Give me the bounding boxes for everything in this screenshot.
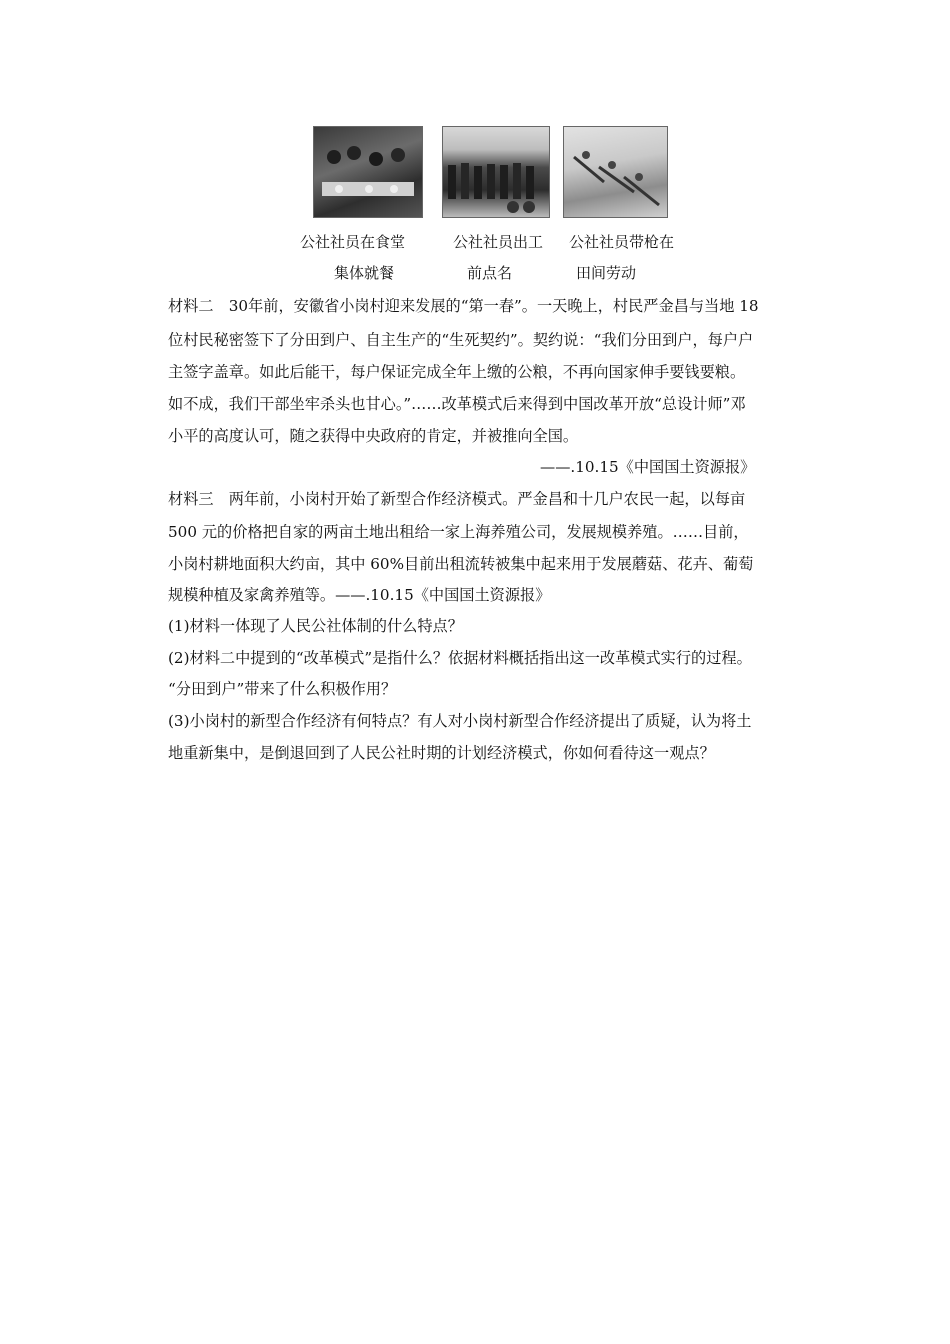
photo-caption: 集体就餐	[334, 264, 395, 282]
question-2-continued: “分田到户”带来了什么积极作用？	[168, 680, 397, 698]
material2-source: ——.10.15《中国国土资源报》	[540, 458, 756, 476]
question-2: (2)材料二中提到的“改革模式”是指什么？依据材料概括指出这一改革模式实行的过程。	[168, 649, 752, 667]
question-1: (1)材料一体现了人民公社体制的什么特点？	[168, 617, 463, 635]
photo-roll-call	[442, 126, 550, 218]
material2-line: 小平的高度认可，随之获得中央政府的肯定，并被推向全国。	[168, 427, 579, 445]
photo-caption: 公社社员带枪在	[569, 233, 675, 251]
photo-caption: 前点名	[467, 264, 513, 282]
question-3-continued: 地重新集中，是倒退回到了人民公社时期的计划经济模式，你如何看待这一观点？	[168, 744, 715, 762]
material2-line: 如不成，我们干部坐牢杀头也甘心。”……改革模式后来得到中国改革开放“总设计师”邓	[168, 395, 746, 413]
photo-caption: 公社社员出工	[453, 233, 544, 251]
material3-line: 小岗村耕地面积大约亩，其中 60%目前出租流转被集中起来用于发展蘑菇、花卉、葡萄	[168, 555, 754, 573]
material2-line: 主签字盖章。如此后能干，每户保证完成全年上缴的公粮，不再向国家伸手要钱要粮。	[168, 363, 746, 381]
photo-field-labor-with-guns	[563, 126, 668, 218]
material3-line: 规模种植及家禽养殖等。——.10.15《中国国土资源报》	[168, 586, 551, 604]
photo-caption: 田间劳动	[576, 264, 637, 282]
material3-line: 材料三 两年前，小岗村开始了新型合作经济模式。严金昌和十几户农民一起，以每亩	[168, 490, 746, 508]
question-3: (3)小岗村的新型合作经济有何特点？有人对小岗村新型合作经济提出了质疑，认为将土	[168, 712, 752, 730]
material2-line: 位村民秘密签下了分田到户、自主生产的“生死契约”。契约说：“我们分田到户，每户户	[168, 331, 754, 349]
material2-line: 材料二 30年前，安徽省小岗村迎来发展的“第一春”。一天晚上，村民严金昌与当地 18	[168, 297, 759, 315]
photo-canteen-dining	[313, 126, 423, 218]
material3-line: 500 元的价格把自家的两亩土地出租给一家上海养殖公司，发展规模养殖。……目前，	[168, 523, 749, 541]
photo-caption: 公社社员在食堂	[300, 233, 406, 251]
